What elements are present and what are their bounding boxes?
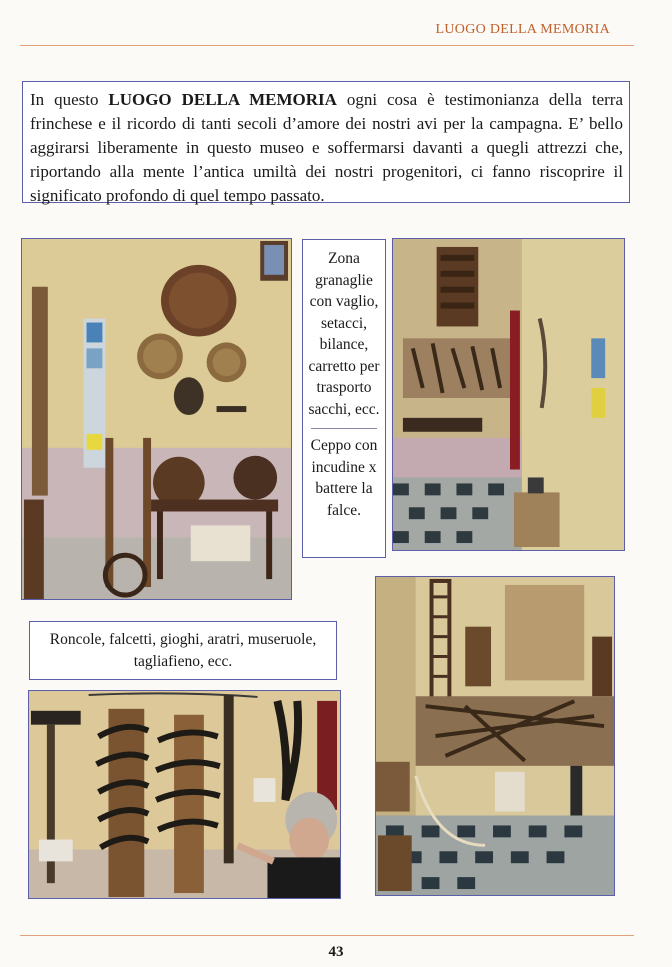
photo-anvil-corner bbox=[392, 238, 625, 551]
footer-rule bbox=[20, 935, 634, 936]
intro-text-box bbox=[22, 81, 630, 203]
caption-grain-zone bbox=[302, 239, 386, 558]
photo-grain-zone bbox=[21, 238, 292, 600]
intro-text-rest: ogni cosa è testimonianza della terra frinchese e il ricordo di tanti secoli d’amore dei nostri avi per la campagna. E’ bello aggirarsi liberamente in questo museo e soffermarsi davanti a quegli attrezzi che, riportando alla mente l’antica umiltà dei nostri progenitori, ci fanno riscoprire il significato profondo di quel tempo passato. bbox=[30, 90, 623, 205]
caption-divider bbox=[311, 428, 377, 429]
photo-tools-hall bbox=[375, 576, 615, 896]
header-rule bbox=[20, 45, 634, 46]
caption-anvil-text: Ceppo con incudine x battere la falce. bbox=[310, 437, 378, 519]
page-number: 43 bbox=[328, 944, 344, 960]
intro-text-bold: LUOGO DELLA MEMORIA bbox=[108, 90, 337, 109]
intro-text-start: In questo bbox=[30, 90, 109, 109]
caption-tools bbox=[29, 621, 337, 680]
caption-tools-text: Roncole, falcetti, gioghi, aratri, museruole, tagliafieno, ecc. bbox=[49, 631, 317, 670]
caption-grain-zone-text: Zona granaglie con vaglio, setacci, bilance, carretto per trasporto sacchi, ecc. bbox=[308, 250, 380, 418]
running-header: LUOGO DELLA MEMORIA bbox=[435, 22, 610, 37]
photo-sickles-wall bbox=[28, 690, 341, 899]
